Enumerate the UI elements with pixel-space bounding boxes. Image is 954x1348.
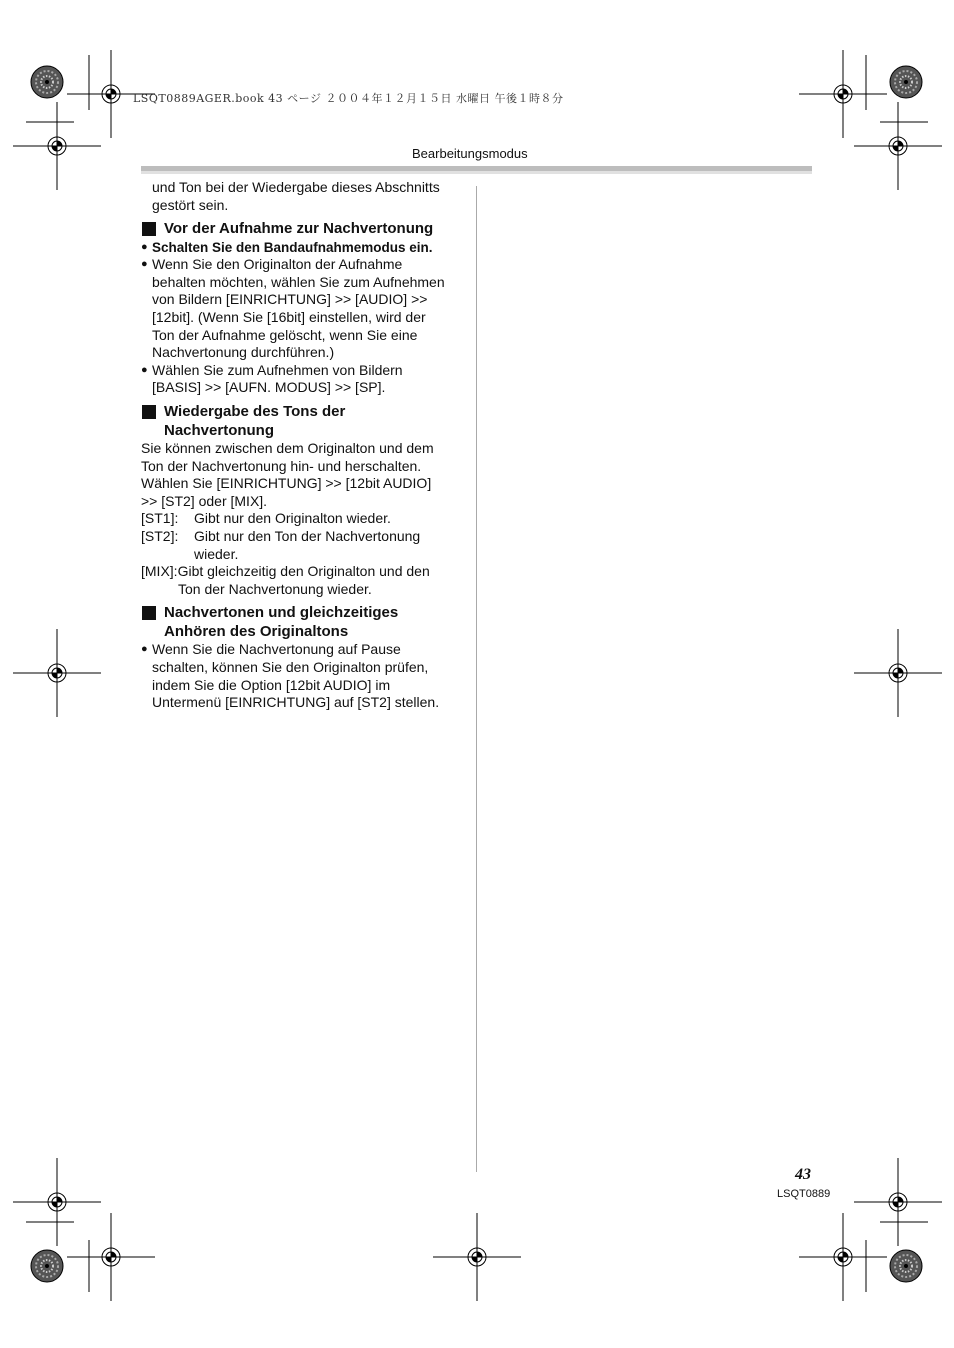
list-item: ● Schalten Sie den Bandaufnahmemodus ein. — [141, 239, 433, 255]
rosette-bottom-left — [31, 1250, 63, 1282]
crosshair-right-lower — [854, 1158, 942, 1246]
list-item: ● Wenn Sie die Nachvertonung auf Pause schalten, können Sie den Originalton prüfen, indem Sie die Option [12bit AUDIO] im Untermenü [EINRICHTUNG] auf [ST2] stellen. — [141, 641, 440, 711]
bullet-icon: ● — [141, 363, 148, 376]
bullet-icon: ● — [141, 240, 148, 253]
section-heading-before-recording: Vor der Aufnahme zur Nachvertonung — [141, 220, 471, 239]
crosshair-bottom-center — [433, 1213, 521, 1301]
rosette-bottom-right — [890, 1250, 922, 1282]
bullet-icon: ● — [141, 643, 148, 656]
intro-text: und Ton bei der Wiedergabe dieses Abschnitts gestört sein. — [152, 179, 440, 213]
crosshair-left-lower — [13, 1158, 101, 1246]
crosshair-right-middle — [854, 629, 942, 717]
crosshair-top-right — [799, 50, 887, 138]
crosshair-bottom-left — [67, 1213, 155, 1301]
rosette-top-left — [31, 66, 63, 98]
model-code: LSQT0889 — [777, 1188, 831, 1200]
square-bullet-icon — [142, 222, 156, 236]
section-heading-playback: Wiedergabe des Tons der Nachvertonung — [141, 403, 471, 440]
list-item: ● Wählen Sie zum Aufnehmen von Bildern [BASIS] >> [AUFN. MODUS] >> [SP]. — [141, 361, 403, 396]
file-info: LSQT0889AGER.book 43 ページ ２００４年１２月１５日 水曜日 午後１時８分 — [133, 92, 564, 105]
square-bullet-icon — [142, 606, 156, 620]
crosshair-left-upper — [13, 102, 101, 190]
page-number: 43 — [795, 1166, 811, 1183]
left-column — [141, 179, 471, 712]
rosette-top-right — [890, 66, 922, 98]
list-item: ● Wenn Sie den Originalton der Aufnahme behalten möchten, wählen Sie zum Aufnehmen von Bildern [EINRICHTUNG] >> [AUDIO] >> [12bit]. (Wenn Sie [16bit] einstellen, wird der Ton der Aufnahme gelöscht, wenn Sie eine Nachvertonung durchführen.) — [141, 256, 445, 361]
section-title: Bearbeitungsmodus — [412, 146, 528, 161]
header-bar — [141, 166, 812, 174]
crosshair-right-upper — [854, 102, 942, 190]
definition-st2: [ST2]: Gibt nur den Ton der Nachvertonung wieder. — [141, 528, 421, 562]
bullet-icon: ● — [141, 258, 148, 271]
column-divider — [476, 186, 477, 1172]
definition-mix: [MIX]:Gibt gleichzeitig den Originalton und den Ton der Nachvertonung wieder. — [141, 563, 430, 597]
definition-st1: [ST1]: Gibt nur den Originalton wieder. — [141, 510, 391, 527]
crosshair-bottom-right — [799, 1213, 887, 1301]
section-heading-dubbing-listening: Nachvertonen und gleichzeitiges Anhören des Originaltons — [141, 604, 471, 641]
square-bullet-icon — [142, 405, 156, 419]
crosshair-left-middle — [13, 629, 101, 717]
playback-body: Sie können zwischen dem Originalton und dem Ton der Nachvertonung hin- und herschalten. Wählen Sie [EINRICHTUNG] >> [12bit AUDIO] >> [ST2] oder [MIX]. — [141, 440, 434, 509]
